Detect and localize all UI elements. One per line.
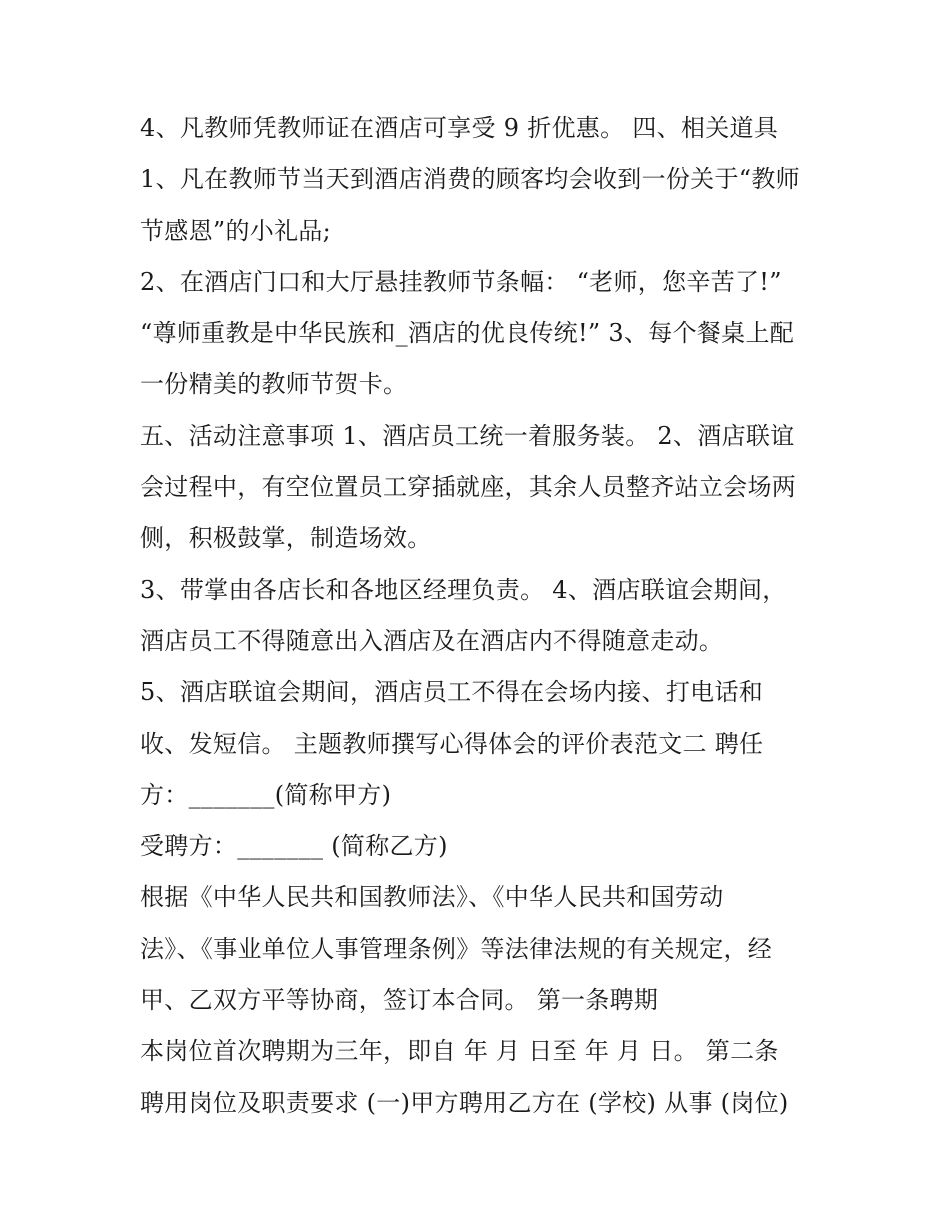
text-line: 甲、乙双方平等协商，签订本合同。 第一条聘期	[140, 986, 659, 1015]
text-line: 会过程中，有空位置员工穿插就座，其余人员整齐站立会场两	[140, 473, 797, 502]
text-line: 本岗位首次聘期为三年，即自 年 月 日至 年 月 日。 第二条	[140, 1037, 779, 1066]
text-line: 受聘方：_______ (简称乙方)	[140, 832, 448, 861]
text-line: 节感恩”的小礼品;	[140, 216, 332, 245]
text-line: 方：_______(简称甲方)	[140, 780, 392, 809]
text-line: 2、在酒店门口和大厅悬挂教师节条幅： “老师，您辛苦了!”	[140, 267, 782, 296]
text-line: 3、带掌由各店长和各地区经理负责。 4、酒店联谊会期间，	[140, 575, 787, 604]
text-line: 聘用岗位及职责要求 (一)甲方聘用乙方在 (学校) 从事 (岗位)	[140, 1088, 789, 1117]
body-text	[140, 103, 830, 1129]
text-line: 收、发短信。 主题教师撰写心得体会的评价表范文二 聘任	[140, 729, 764, 758]
text-line: 5、酒店联谊会期间，酒店员工不得在会场内接、打电话和	[140, 678, 764, 707]
text-line: 侧，积极鼓掌，制造场效。	[140, 524, 432, 553]
text-line: 4、凡教师凭教师证在酒店可享受 9 折优惠。 四、相关道具	[140, 114, 779, 142]
text-line: 法》、《事业单位人事管理条例》等法律法规的有关规定，经	[140, 934, 773, 963]
text-line: 酒店员工不得随意出入酒店及在酒店内不得随意走动。	[140, 626, 724, 655]
text-line: 一份精美的教师节贺卡。	[140, 370, 408, 399]
text-line: 根据《中华人民共和国教师法》、《中华人民共和国劳动	[140, 883, 724, 912]
text-line: 五、活动注意事项 1、酒店员工统一着服务装。 2、酒店联谊	[140, 421, 795, 450]
text-line: “尊师重教是中华民族和_酒店的优良传统!” 3、每个餐桌上配	[140, 319, 795, 348]
text-line: 1、凡在教师节当天到酒店消费的顾客均会收到一份关于“教师	[140, 165, 800, 194]
